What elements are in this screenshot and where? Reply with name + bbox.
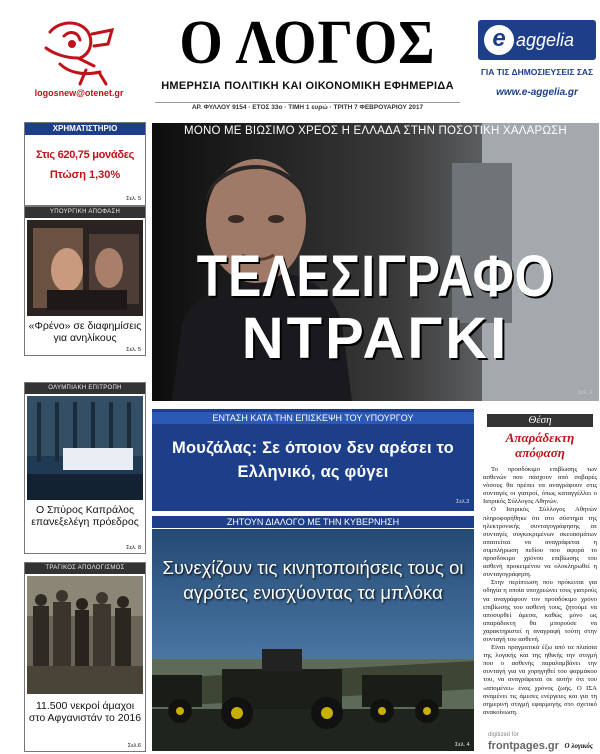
stock-market-header: ΧΡΗΜΑΤΙΣΤΗΡΙΟ <box>25 123 145 135</box>
frontpages-credit[interactable]: frontpages.gr <box>488 740 559 752</box>
opinion-body <box>483 466 597 717</box>
newspaper-email[interactable]: logosnew@otenet.gr <box>34 88 124 98</box>
story2-kicker: ΕΝΤΑΣΗ ΚΑΤΑ ΤΗΝ ΕΠΙΣΚΕΨΗ ΤΟΥ ΥΠΟΥΡΓΟΥ <box>152 412 474 424</box>
eaggelia-ad-logo[interactable] <box>478 20 596 60</box>
side-story-photo <box>27 576 143 694</box>
side-story-title: «Φρένο» σε διαφημίσεις για ανηλίκους <box>28 320 142 344</box>
digitized-credit: digitized for <box>488 732 519 738</box>
side-story-header: ΤΡΑΓΙΚΟΣ ΑΠΟΛΟΓΙΣΜΟΣ <box>25 563 145 574</box>
side-story-title: 11.500 νεκροί άμαχοι στο Αφγανιστάν το 2016 <box>28 700 142 724</box>
lead-story-kicker: ΜΟΝΟ ΜΕ ΒΙΩΣΙΜΟ ΧΡΕΟΣ Η ΕΛΛΑΔΑ ΣΤΗΝ ΠΟΣΟΤΙΚΗ ΧΑΛΑΡΩΣΗ <box>184 125 567 137</box>
side-story-photo <box>27 220 143 316</box>
side-story-photo <box>27 396 143 500</box>
opinion-paragraph: Είναι πραγματικά έξω από τα πλαίσια της λογικής και της ηθικής την στιγμή που ο ασθενής παραλαμβάνει την συνταγή για να χορηγηθεί του φαρμάκου του, να αναγράφεται σε αυτήν ότι του «απομένει» ένας χρόνος ζωής. Ο ΙΣΑ αναμένει τις άμεσες ενέργειες και για τη σημερινή στιγμή εφαρμογής στο σχετικό ανακοίνωση. <box>483 644 597 716</box>
lead-story-headline-2[interactable]: ΝΤΡΑΓΚΙ <box>241 306 510 371</box>
newspaper-subtitle: ΗΜΕΡΗΣΙΑ ΠΟΛΙΤΙΚΗ ΚΑΙ ΟΙΚΟΝΟΜΙΚΗ ΕΦΗΜΕΡΙΔΑ <box>161 80 454 92</box>
opinion-headline[interactable]: Απαράδεκτη απόφαση <box>505 430 575 460</box>
eaggelia-word: aggelia <box>516 30 575 50</box>
story2-headline[interactable]: Μουζάλας: Σε όποιον δεν αρέσει το Ελληνικό, ας φύγει <box>172 439 454 481</box>
eaggelia-url[interactable]: www.e-aggelia.gr <box>496 87 578 98</box>
opinion-paragraph: Το προσδόκιμο επιβίωσης των ασθενών που πάσχουν από σοβαρές νόσους θα πρέπει να αναγράφουν στις συνταγές οι γιατροί, όπως καταγγέλλει ο Ιατρικός Σύλλογος Αθηνών. <box>483 466 597 506</box>
opinion-tag: Θέση <box>487 414 593 427</box>
eaggelia-tagline: ΓΙΑ ΤΙΣ ΔΗΜΟΣΙΕΥΣΕΙΣ ΣΑΣ <box>480 67 594 77</box>
side-story-page-ref: Σελ.6 <box>127 743 141 749</box>
eaggelia-e-icon: e <box>484 25 514 55</box>
story3-kicker: ΖΗΤΟΥΝ ΔΙΑΛΟΓΟ ΜΕ ΤΗΝ ΚΥΒΕΡΝΗΣΗ <box>152 516 474 528</box>
opinion-paragraph: Ο Ιατρικός Σύλλογος Αθηνών πληροφορήθηκε ότι στο σύστημα της ηλεκτρονικής συνταγογράφησης σε συνταγές συγκεκριμένων σκευασμάτων απαιτείται να αναγράφεται η συμπλήρωση πεδίου που αφορά το προσδόκιμο χρόνου επιβίωσης του ασθενή προκειμένου να ολοκληρωθεί η συνταγογράφηση. <box>483 506 597 579</box>
stock-market-index: Στις 620,75 μονάδες <box>35 149 135 161</box>
lead-story-page-ref: Σελ. 2 <box>578 390 593 396</box>
issue-line: ΑΡ. ΦΥΛΛΟΥ 9154 · ΕΤΟΣ 33ο · ΤΙΜΗ 1 ευρώ · ΤΡΙΤΗ 7 ΦΕΒΡΟΥΑΡΙΟΥ 2017 <box>155 102 460 113</box>
newspaper-title: Ο ΛΟΓΟΣ <box>179 9 436 77</box>
stock-page-ref: Σελ. 5 <box>126 196 141 202</box>
lead-story-headline-1[interactable]: ΤΕΛΕΣΙΓΡΑΦΟ <box>196 244 555 309</box>
story3-headline[interactable]: Συνεχίζουν τις κινητοποιήσεις τους οι αγρότες ενισχύοντας τα μπλόκα <box>162 557 464 603</box>
opinion-paragraph: Στην περίπτωση που πρόκειται για οδηγία η οποία υποχρεώνει τους γιατρούς να αναγράφουν τον προσδόκιμο χρόνο επιβίωσης του ασθενή τους, ζητούμε να αποσυρθεί άμεσα, καθώς μόνο ως απαράδεκτη θα μπορούσε να χαρακτηριστεί η αναγραφή τούτη στην συνταγή του ασθενή. <box>483 579 597 643</box>
stock-market-box[interactable] <box>24 122 146 206</box>
story2-page-ref: Σελ.3 <box>456 499 470 505</box>
side-story-header: ΟΛΥΜΠΙΑΚΗ ΕΠΙΤΡΟΠΗ <box>25 383 145 394</box>
opinion-signature: Ο λογικός <box>564 742 593 750</box>
side-story-ads[interactable] <box>24 206 146 356</box>
side-story-header: ΥΠΟΥΡΓΙΚΗ ΑΠΟΦΑΣΗ <box>25 207 145 218</box>
stock-market-change: Πτώση 1,30% <box>49 169 121 181</box>
side-story-page-ref: Σελ. 5 <box>126 347 141 353</box>
story3-page-ref: Σελ. 4 <box>455 742 470 748</box>
side-story-title: Ο Σπύρος Καπράλος επανεξελέγη πρόεδρος <box>31 504 139 528</box>
side-story-afghanistan[interactable] <box>24 562 146 752</box>
side-story-olympic[interactable] <box>24 382 146 554</box>
side-story-page-ref: Σελ. 8 <box>126 545 141 551</box>
